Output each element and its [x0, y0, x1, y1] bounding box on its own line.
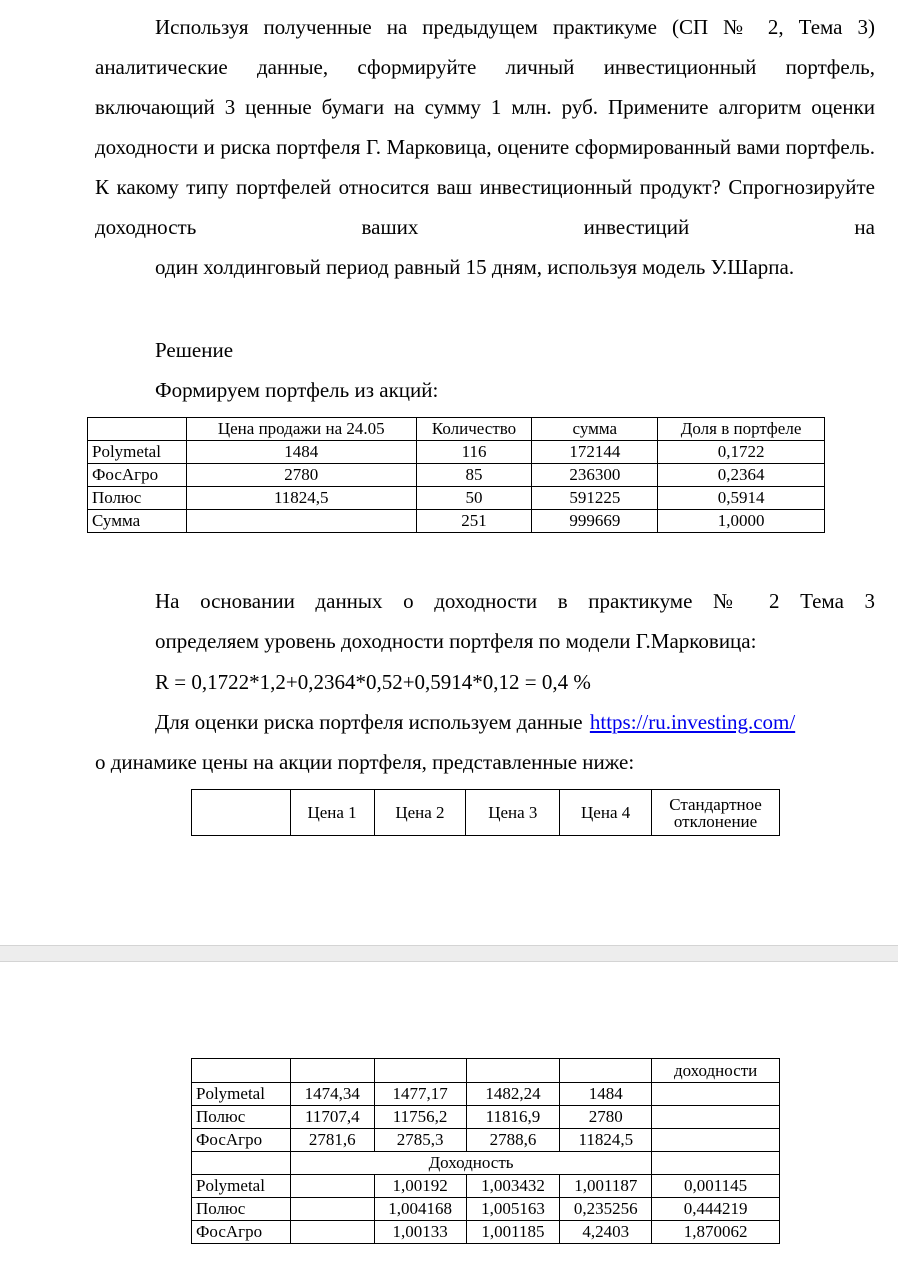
table-cell: 0,2364	[658, 464, 825, 487]
table-cell: 2780	[186, 464, 416, 487]
table-cell: 1,870062	[652, 1221, 780, 1244]
table-cell: 1,003432	[466, 1175, 560, 1198]
table-cell: 11824,5	[186, 487, 416, 510]
portfolio-intro: Формируем портфель из акций:	[155, 378, 439, 402]
table-cell: 0,001145	[652, 1175, 780, 1198]
table-cell: 1,00192	[374, 1175, 466, 1198]
table-header-cell: Стандартное отклонение	[652, 790, 780, 836]
table-header-cell: Доля в портфеле	[658, 418, 825, 441]
table-cell: 0,444219	[652, 1198, 780, 1221]
table-cell: Сумма	[88, 510, 187, 533]
table-cell: 1,00133	[374, 1221, 466, 1244]
table-row	[192, 1152, 780, 1175]
table-cell: ФосАгро	[88, 464, 187, 487]
price-returns-table	[191, 1058, 780, 1244]
table-row	[192, 1106, 780, 1129]
table-cell: 1482,24	[466, 1083, 560, 1106]
table-cell: 1,005163	[466, 1198, 560, 1221]
table-row	[192, 1198, 780, 1221]
table-cell: 2780	[560, 1106, 652, 1129]
table-cell: 2785,3	[374, 1129, 466, 1152]
table-row	[88, 487, 825, 510]
table-cell: 236300	[532, 464, 658, 487]
table-cell: 2788,6	[466, 1129, 560, 1152]
price-table-header-row	[192, 790, 780, 836]
table-row	[192, 1221, 780, 1244]
task-paragraph: Используя полученные на предыдущем практикуме (СП № 2, Тема 3) аналитические данные, сформируйте личный инвестиционный портфель, включающий 3 ценные бумаги на сумму 1 млн. руб. Примените алгоритм оценки доходности и риска портфеля Г. Марковица, оцените сформированный вами портфель. К какому типу портфелей относится ваш инвестиционный продукт? Спрогнозируйте доходность ваших инвестиций на один холдинговый период равный 15 дням, используя модель У.Шарпа.	[95, 15, 876, 279]
table-cell: 251	[416, 510, 532, 533]
table-cell: 0,1722	[658, 441, 825, 464]
table-header-cell: Цена продажи на 24.05	[186, 418, 416, 441]
table-cell: Полюс	[192, 1198, 291, 1221]
table-cell	[186, 510, 416, 533]
table-row	[88, 441, 825, 464]
table-cell: Polymetal	[192, 1083, 291, 1106]
table-cell: 1484	[560, 1083, 652, 1106]
table-cell: 11707,4	[290, 1106, 374, 1129]
table-cell: 1,0000	[658, 510, 825, 533]
table-cell: 1484	[186, 441, 416, 464]
table-header-cell: Цена 1	[290, 790, 374, 836]
table-row	[192, 1083, 780, 1106]
returns-section-label: Доходность	[290, 1152, 651, 1175]
table-row	[192, 1175, 780, 1198]
table-cell: Полюс	[192, 1106, 291, 1129]
table-cell: 0,235256	[560, 1198, 652, 1221]
portfolio-return-formula: R = 0,1722*1,2+0,2364*0,52+0,5914*0,12 = 0,4 %	[155, 670, 591, 694]
table-cell: ФосАгро	[192, 1129, 291, 1152]
table-header-cell	[192, 790, 291, 836]
table-cell: 2781,6	[290, 1129, 374, 1152]
risk-paragraph-line2: о динамике цены на акции портфеля, представленные ниже:	[95, 750, 635, 774]
table-row	[192, 1059, 780, 1083]
solution-title: Решение	[155, 338, 234, 362]
table-header-cell: сумма	[532, 418, 658, 441]
table-cell: 85	[416, 464, 532, 487]
table-cell: 11756,2	[374, 1106, 466, 1129]
table-cell	[652, 1083, 780, 1106]
table-cell	[652, 1106, 780, 1129]
table-cell: 591225	[532, 487, 658, 510]
table-header-cell: Цена 2	[374, 790, 466, 836]
table-cell: ФосАгро	[192, 1221, 291, 1244]
table-cell: Polymetal	[192, 1175, 291, 1198]
table-cell	[290, 1175, 374, 1198]
table-row	[88, 510, 825, 533]
table-cell: 1477,17	[374, 1083, 466, 1106]
table-cell: 11816,9	[466, 1106, 560, 1129]
table-header-cell	[88, 418, 187, 441]
table-cell: 11824,5	[560, 1129, 652, 1152]
table-cell: 50	[416, 487, 532, 510]
table-header-cell: Цена 4	[560, 790, 652, 836]
table-cell: 1,001187	[560, 1175, 652, 1198]
table-cell: 116	[416, 441, 532, 464]
portfolio-table-header-row	[88, 418, 825, 441]
table-cell: 1,004168	[374, 1198, 466, 1221]
table-header-cell: Количество	[416, 418, 532, 441]
table-row	[192, 1129, 780, 1152]
table-cell: 4,2403	[560, 1221, 652, 1244]
table-cell	[290, 1221, 374, 1244]
table-row	[88, 464, 825, 487]
table-cell: 1,001185	[466, 1221, 560, 1244]
page-break	[0, 945, 898, 962]
table-cell: 172144	[532, 441, 658, 464]
risk-paragraph-line1: Для оценки риска портфеля используем данные https://ru.investing.com/	[155, 710, 796, 734]
table-cell: Полюс	[88, 487, 187, 510]
markowitz-paragraph: На основании данных о доходности в практикуме № 2 Тема 3 определяем уровень доходности портфеля по модели Г.Марковица:	[155, 589, 875, 653]
document-page-2	[0, 962, 898, 1266]
table-cell	[652, 1129, 780, 1152]
investing-link[interactable]: https://ru.investing.com/	[589, 710, 796, 734]
table-header-cell: Цена 3	[466, 790, 560, 836]
table-cell: 999669	[532, 510, 658, 533]
table-header-cell: доходности	[652, 1059, 780, 1083]
portfolio-table	[87, 417, 825, 533]
table-cell	[290, 1198, 374, 1221]
table-cell: Polymetal	[88, 441, 187, 464]
table-cell: 1474,34	[290, 1083, 374, 1106]
table-cell: 0,5914	[658, 487, 825, 510]
price-table-header	[191, 789, 780, 836]
